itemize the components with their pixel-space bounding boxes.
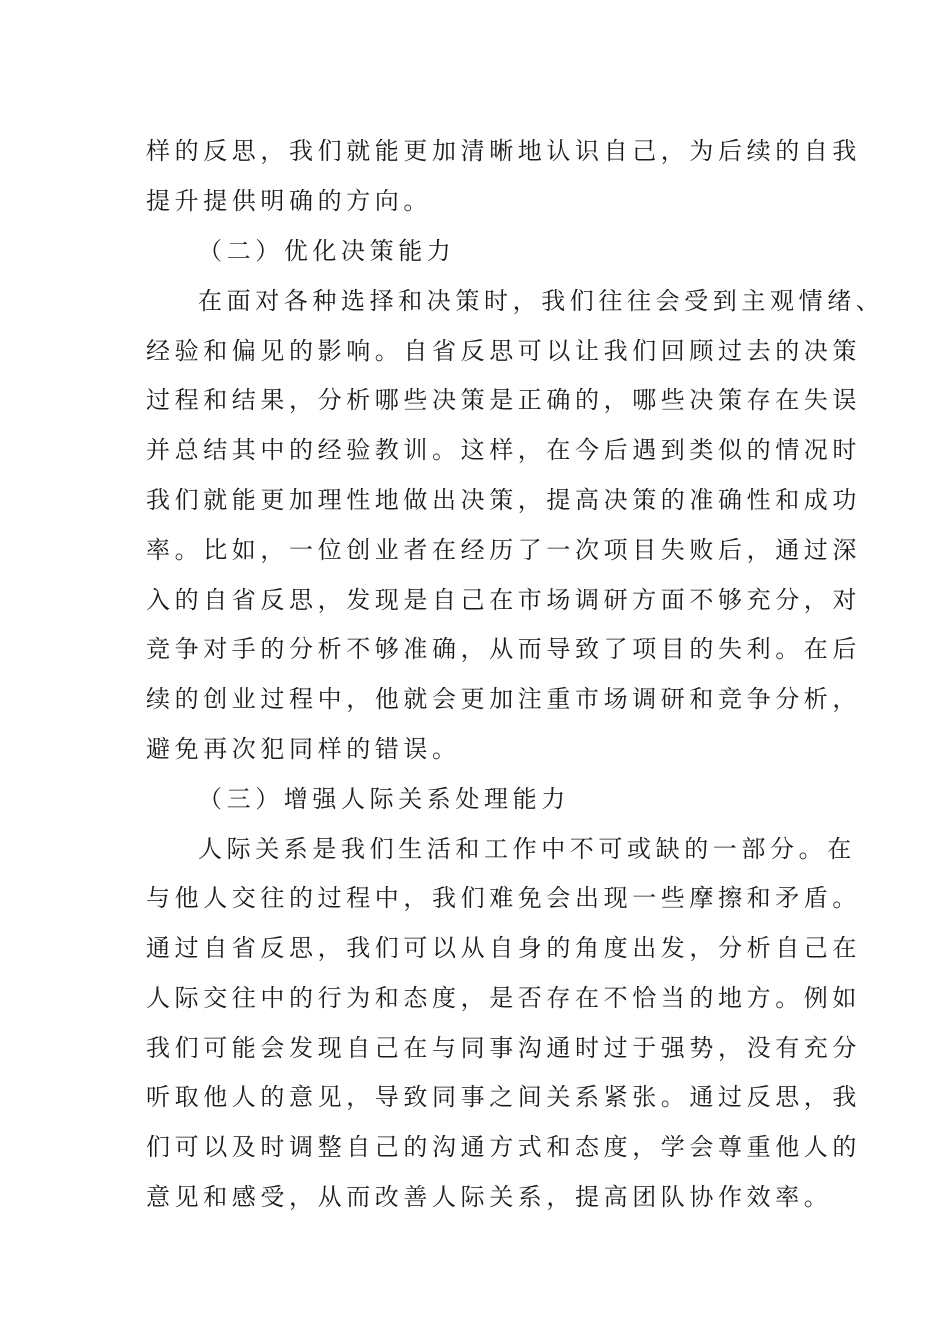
body-text-line: 提升提供明确的方向。 — [146, 187, 432, 215]
body-text-line: 率。比如，一位创业者在经历了一次项目失败后，通过深 — [146, 536, 861, 564]
body-text-line: 续的创业过程中，他就会更加注重市场调研和竞争分析， — [146, 685, 861, 713]
body-text-line: 入的自省反思，发现是自己在市场调研方面不够充分，对 — [146, 586, 861, 614]
paragraph-first-line: 人际关系是我们生活和工作中不可或缺的一部分。在 — [198, 835, 856, 863]
body-text-line: 我们可能会发现自己在与同事沟通时过于强势，没有充分 — [146, 1034, 861, 1062]
body-text-line: 过程和结果，分析哪些决策是正确的，哪些决策存在失误 — [146, 386, 861, 414]
body-text-line: 人际交往中的行为和态度，是否存在不恰当的地方。例如 — [146, 984, 861, 1012]
body-text-line: 我们就能更加理性地做出决策，提高决策的准确性和成功 — [146, 486, 861, 514]
body-text-line: 通过自省反思，我们可以从自身的角度出发，分析自己在 — [146, 934, 861, 962]
body-text-line: 听取他人的意见，导致同事之间关系紧张。通过反思，我 — [146, 1083, 861, 1111]
body-text-line: 经验和偏见的影响。自省反思可以让我们回顾过去的决策 — [146, 337, 861, 365]
section-heading: （三）增强人际关系处理能力 — [198, 785, 570, 813]
body-text-line: 们可以及时调整自己的沟通方式和态度，学会尊重他人的 — [146, 1133, 861, 1161]
body-text-line: 避免再次犯同样的错误。 — [146, 735, 461, 763]
section-heading: （二）优化决策能力 — [198, 237, 456, 265]
body-text-line: 竞争对手的分析不够准确，从而导致了项目的失利。在后 — [146, 635, 861, 663]
paragraph-first-line: 在面对各种选择和决策时，我们往往会受到主观情绪、 — [198, 287, 885, 315]
body-text-line: 意见和感受，从而改善人际关系，提高团队协作效率。 — [146, 1183, 833, 1211]
body-text-line: 与他人交往的过程中，我们难免会出现一些摩擦和矛盾。 — [146, 884, 861, 912]
body-text-line: 并总结其中的经验教训。这样，在今后遇到类似的情况时 — [146, 436, 861, 464]
body-text-line: 样的反思，我们就能更加清晰地认识自己，为后续的自我 — [146, 137, 861, 165]
